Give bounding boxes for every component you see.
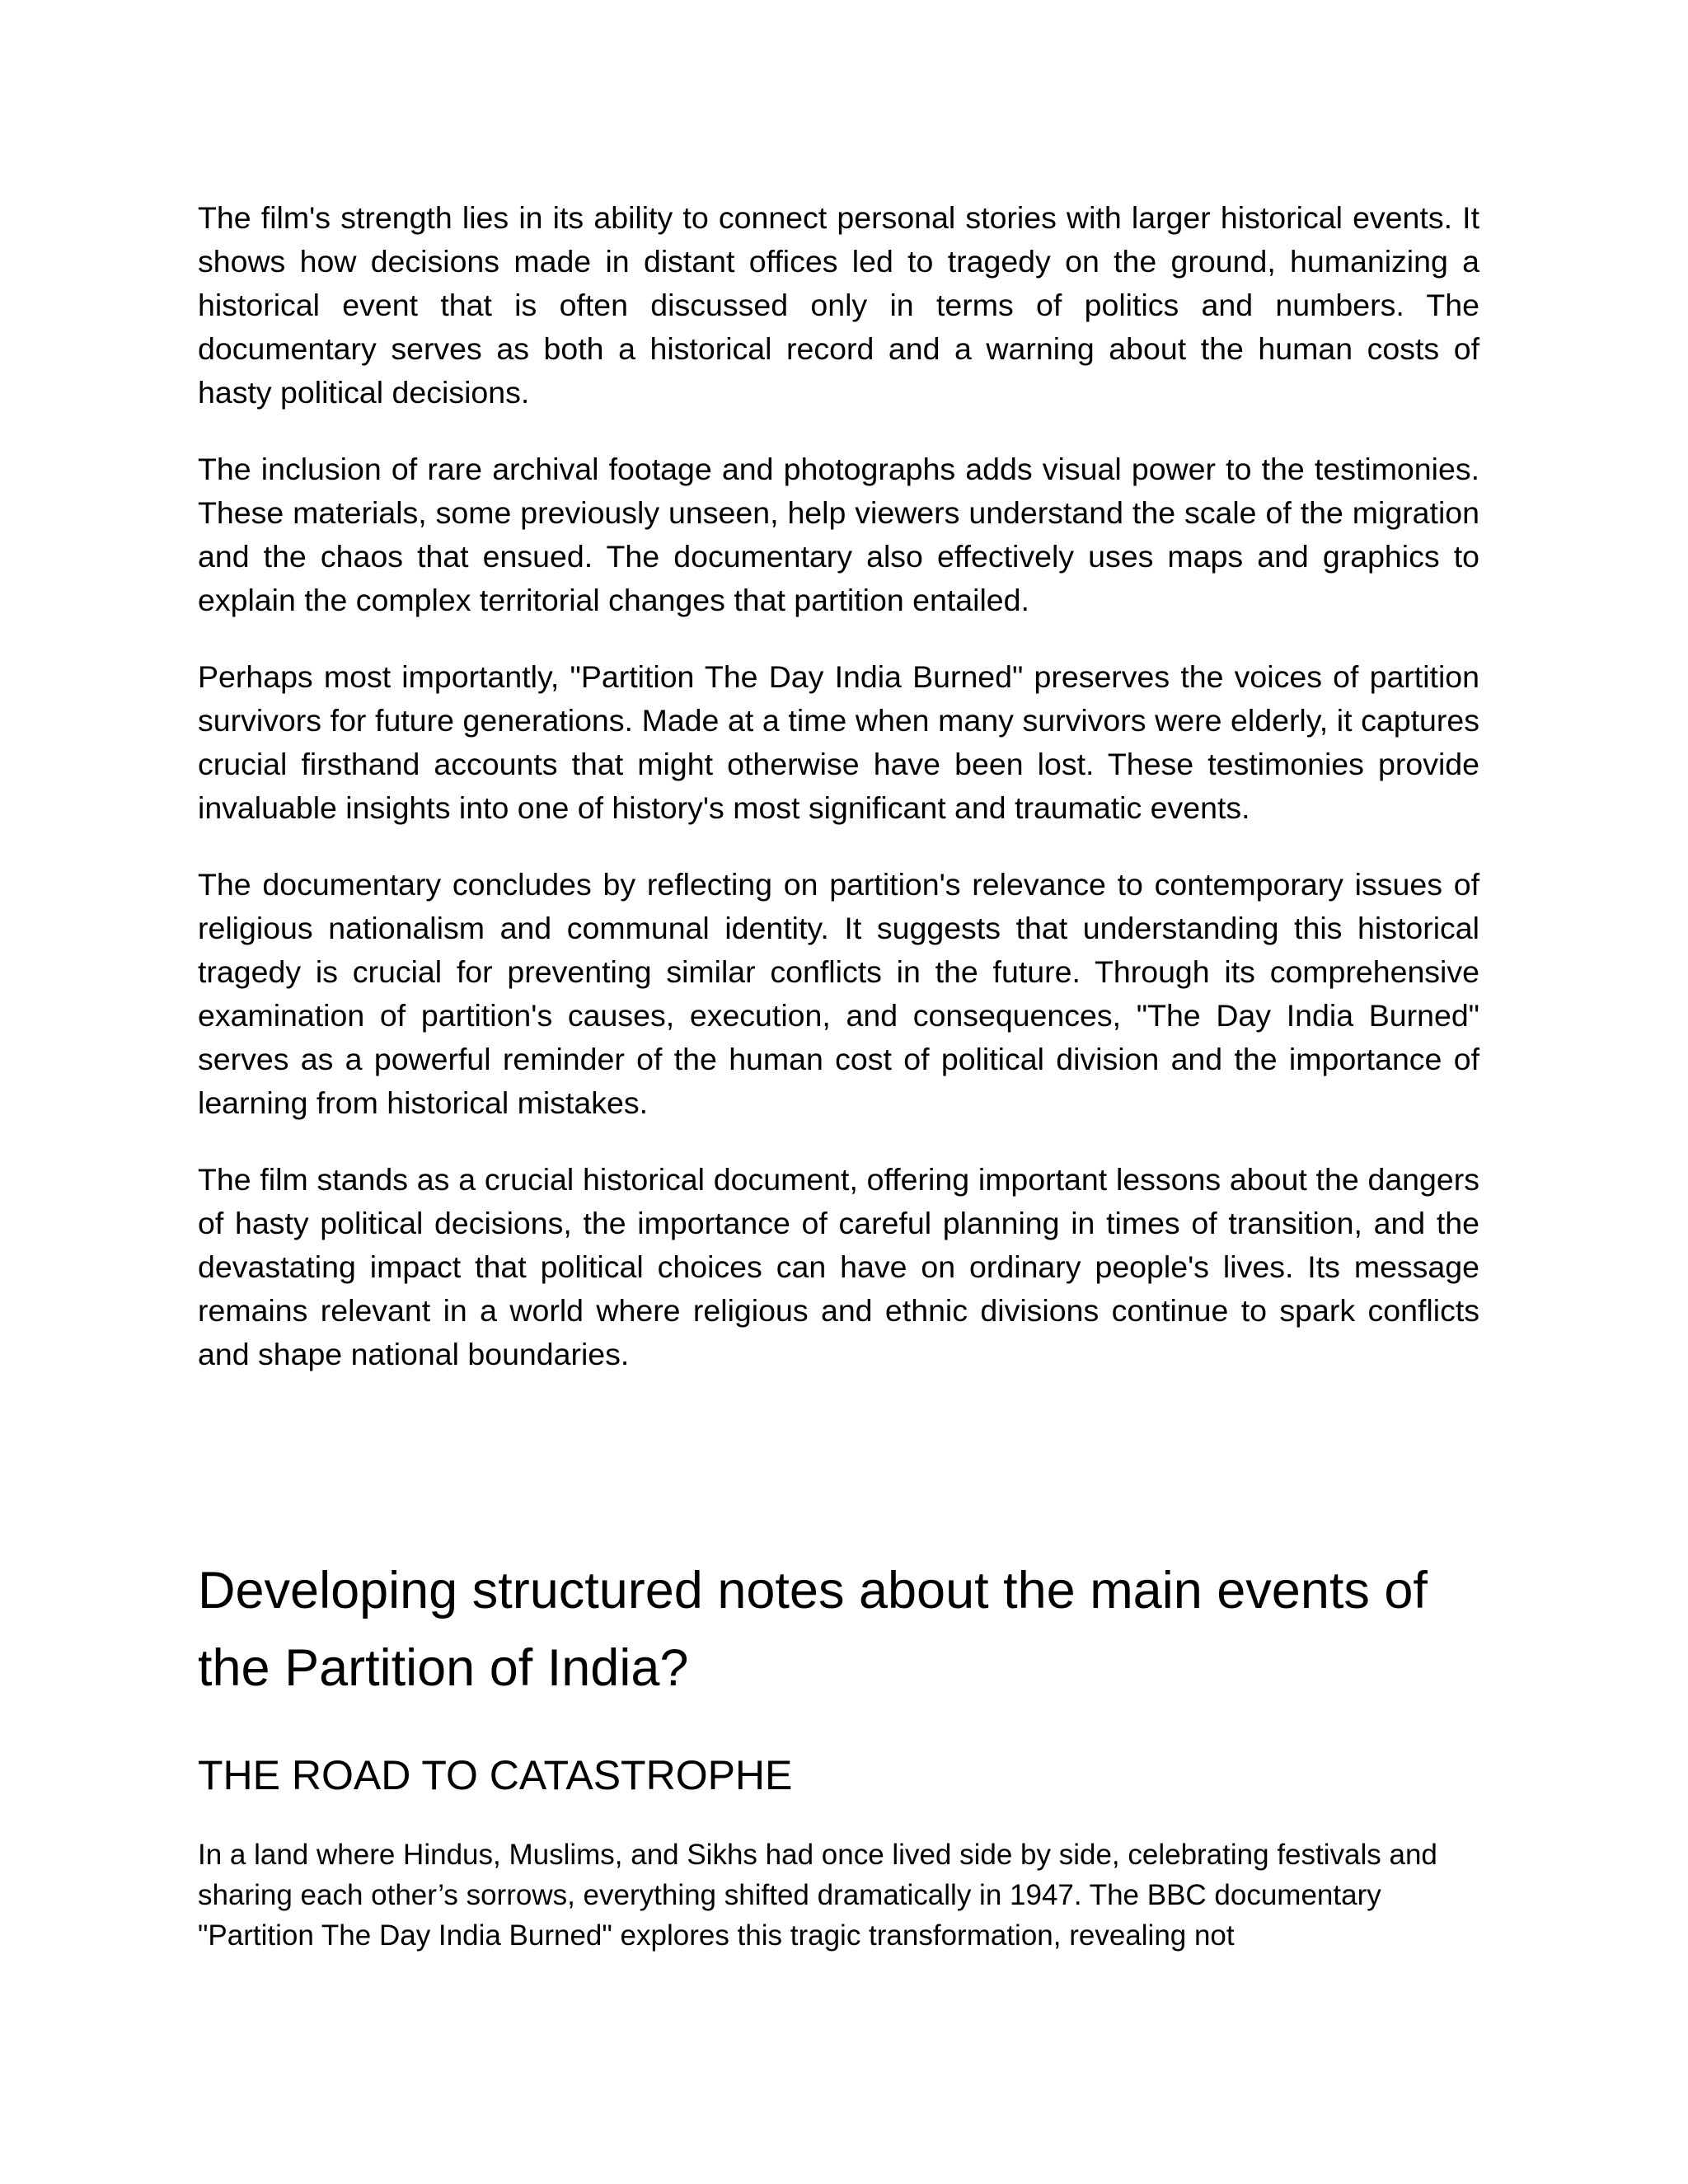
paragraph-survivor-voices: Perhaps most importantly, "Partition The Day India Burned" preserves the voices of partition survivors for future generations. Made at a time when many survivors were elderly, it captures crucial firsthand accounts that might otherwise have been lost. These testimonies provide invaluable insights into one of history's most significant and traumatic events. bbox=[198, 659, 1479, 825]
paragraph-conclusion: The documentary concludes by reflecting on partition's relevance to contemporary issues of religious nationalism and communal identity. It suggests that understanding this historical tragedy is crucial for preventing similar conflicts in the future. Through its comprehensive examination of partition's causes, execution, and consequences, "The Day India Burned" serves as a powerful reminder of the human cost of political division and the importance of learning from historical mistakes. bbox=[198, 867, 1479, 1120]
section-heading: Developing structured notes about the main events of the Partition of India? bbox=[198, 1562, 1428, 1697]
review-section bbox=[198, 196, 1479, 1376]
document-page bbox=[198, 196, 1479, 1952]
paragraph-archival-footage: The inclusion of rare archival footage and photographs adds visual power to the testimonies. These materials, some previously unseen, help viewers understand the scale of the migration and the chaos that ensued. The documentary also effectively uses maps and graphics to explain the complex territorial changes that partition entailed. bbox=[198, 452, 1479, 617]
paragraph-lessons: The film stands as a crucial historical document, offering important lessons about the dangers of hasty political decisions, the importance of careful planning in times of transition, and the devastating impact that political choices can have on ordinary people's lives. Its message remains relevant in a world where religious and ethnic divisions continue to spark conflicts and shape national boundaries. bbox=[198, 1162, 1479, 1371]
intro-paragraph: In a land where Hindus, Muslims, and Sikhs had once lived side by side, celebrating festivals and sharing each other’s sorrows, everything shifted dramatically in 1947. The BBC documentary "Partition The Day India Burned" explores this tragic transformation, revealing not bbox=[198, 1839, 1437, 1952]
section-subheading: THE ROAD TO CATASTROPHE bbox=[198, 1752, 793, 1798]
paragraph-film-strength: The film's strength lies in its ability to connect personal stories with larger historical events. It shows how decisions made in distant offices led to tragedy on the ground, humanizing a historical event that is often discussed only in terms of politics and numbers. The documentary serves as both a historical record and a warning about the human costs of hasty political decisions. bbox=[198, 200, 1479, 410]
